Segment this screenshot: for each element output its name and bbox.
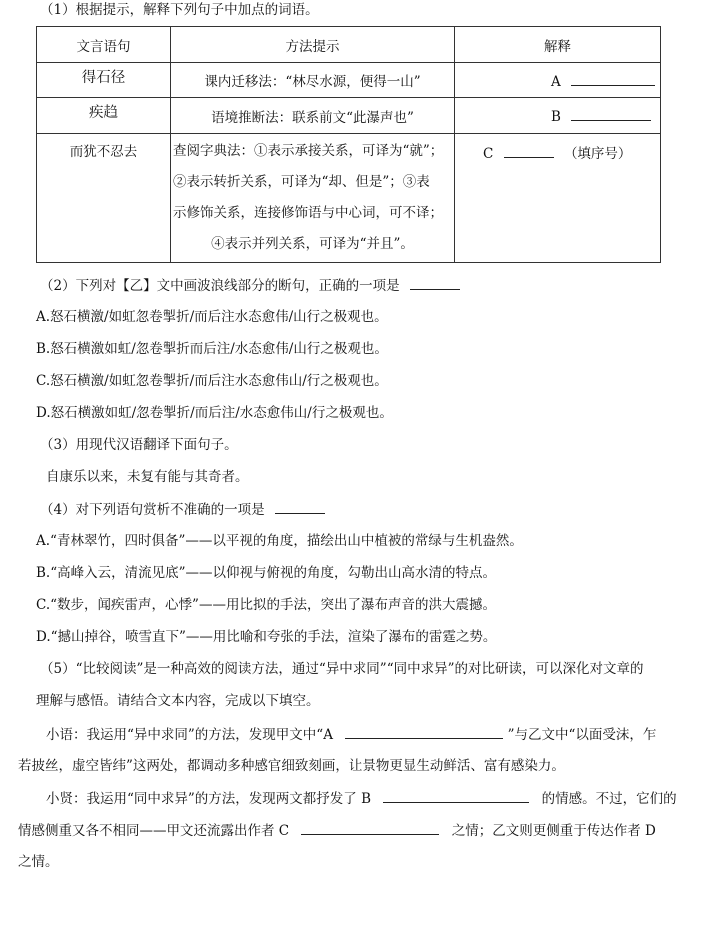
xiaoxian-text-d: 之情；乙文则更侧重于传达作者 D	[451, 823, 656, 839]
q4-option-c: C.“数步，闻疾雷声，心悸”——用比拟的手法，突出了瀑布声音的洪大震撼。	[36, 597, 496, 613]
q4-answer-blank[interactable]	[275, 499, 325, 514]
method-cell	[171, 134, 455, 263]
q1-table	[36, 26, 661, 263]
q2-option-c: C.怒石横激/如虹忽卷掣折/而后注水态愈伟山/行之极观也。	[36, 373, 388, 389]
table-row	[37, 134, 661, 263]
method-line: ④表示并列关系，可译为“并且”。	[211, 236, 414, 252]
xiaoyu-text-a: 小语：我运用“异中求同”的方法，发现甲文中“A	[46, 727, 333, 743]
xiaoyu-text-b: ”与乙文中“以面受沫，乍	[507, 727, 657, 743]
q5-heading-line1: （5）“比较阅读”是一种高效的阅读方法，通过“异中求同”“同中求异”的对比研读，可以深化对文章的	[40, 661, 644, 677]
q4-heading-text: （4）对下列语句赏析不准确的一项是	[40, 502, 265, 518]
method-line: ②表示转折关系，可译为“却、但是”；③表	[173, 174, 430, 190]
q3-sentence: 自康乐以来，未复有能与其奇者。	[46, 469, 249, 485]
table-header-cell: 方法提示	[171, 27, 455, 63]
xiaoxian-text-b: 的情感。不过，它们的	[541, 791, 677, 807]
answer-a-blank[interactable]	[571, 71, 655, 86]
answer-cell	[455, 98, 661, 134]
xiaoyu-line2: 若披丝，虚空皆纬”这两处，都调动多种感官细致刻画，让景物更显生动鲜活、富有感染力。	[18, 758, 565, 774]
table-header-cell: 解释	[455, 27, 661, 63]
answer-cell	[455, 63, 661, 98]
phrase-cell: 疾趋	[37, 98, 171, 134]
answer-b-blank[interactable]	[571, 106, 651, 121]
xiaoxian-line1	[46, 788, 677, 809]
table-row	[37, 63, 661, 98]
table-row	[37, 98, 661, 134]
method-cell: 语境推断法：联系前文“此瀑声也”	[171, 98, 455, 134]
q2-option-b: B.怒石横激如虹/忽卷掣折而后注/水态愈伟/山行之极观也。	[36, 341, 388, 357]
phrase-cell: 而犹不忍去	[37, 134, 171, 263]
q3-heading: （3）用现代汉语翻译下面句子。	[40, 437, 238, 453]
answer-cell	[455, 134, 661, 263]
q5-heading-line2: 理解与感悟。请结合文本内容，完成以下填空。	[36, 693, 320, 709]
xiaoxian-text-c: 情感侧重又各不相同——甲文还流露出作者 C	[18, 823, 290, 839]
q2-heading-text: （2）下列对【乙】文中画波浪线部分的断句，正确的一项是	[40, 278, 400, 294]
answer-c-blank[interactable]	[504, 143, 554, 158]
xiaoxian-line3: 之情。	[18, 854, 59, 870]
xiaoxian-line2	[18, 820, 656, 841]
q4-option-d: D.“撼山掉谷，喷雪直下”——用比喻和夸张的手法，渲染了瀑布的雷霆之势。	[36, 629, 497, 645]
xiaoxian-text-a: 小贤：我运用“同中求异”的方法，发现两文都抒发了 B	[46, 791, 372, 807]
q4-option-a: A.“青林翠竹，四时俱备”——以平视的角度，描绘出山中植被的常绿与生机盎然。	[36, 533, 523, 549]
q2-answer-blank[interactable]	[410, 275, 460, 290]
xiaoyu-line1	[46, 724, 656, 745]
answer-note: （填序号）	[563, 146, 632, 162]
q5-answer-b-blank[interactable]	[383, 788, 529, 803]
answer-label: A	[551, 73, 561, 90]
phrase-cell: 得石径	[37, 63, 171, 98]
q2-option-a: A.怒石横激/如虹忽卷掣折/而后注水态愈伟/山行之极观也。	[36, 309, 388, 325]
answer-label: C	[483, 146, 494, 162]
method-cell: 课内迁移法：“林尽水源，便得一山”	[171, 63, 455, 98]
table-header-cell: 文言语句	[37, 27, 171, 63]
answer-label: B	[551, 109, 561, 125]
q5-answer-a-blank[interactable]	[345, 724, 503, 739]
q5-answer-c-blank[interactable]	[301, 820, 439, 835]
q2-option-d: D.怒石横激如虹/忽卷掣折/而后注/水态愈伟山/行之极观也。	[36, 405, 393, 421]
q2-heading	[40, 275, 460, 296]
method-line: 示修饰关系，连接修饰语与中心词，可不译；	[173, 205, 443, 221]
q4-option-b: B.“高峰入云，清流见底”——以仰视与俯视的角度，勾勒出山高水清的特点。	[36, 565, 497, 581]
q1-heading: （1）根据提示，解释下列句子中加点的词语。	[40, 2, 319, 18]
table-header-row	[37, 27, 661, 63]
method-line: 查阅字典法：①表示承接关系，可译为“就”；	[173, 143, 444, 159]
q4-heading	[40, 499, 325, 520]
